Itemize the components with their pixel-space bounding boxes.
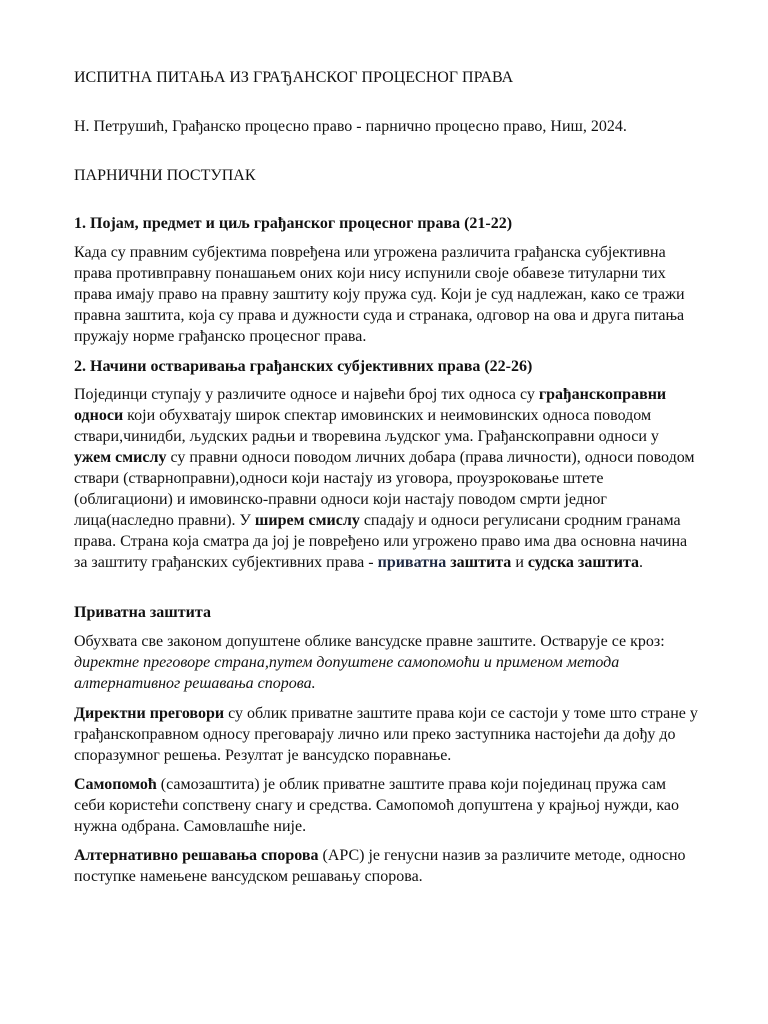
section-heading: ПАРНИЧНИ ПОСТУПАК <box>74 167 256 184</box>
reference-line: Н. Петрушић, Грађанско процесно право - парнично процесно право, Ниш, 2024. <box>74 118 627 135</box>
term-direct-negotiations: Директни преговори <box>74 705 225 722</box>
text-run: су правни односи поводом личних добара (права личности), односи поводом ствари (стварноправни),односи који настају из уговора, проузроковање штете (облигациони) и имовинско-правни односи који настају поводом смрти једног лица(наследно правни). У <box>74 449 695 529</box>
direct-negotiations-paragraph <box>74 703 698 766</box>
document-title: ИСПИТНА ПИТАЊА ИЗ ГРАЂАНСКОГ ПРОЦЕСНОГ ПРАВА <box>74 69 514 86</box>
emphasis-court-protection: судска заштита <box>527 554 639 571</box>
private-protection-heading: Приватна заштита <box>74 604 211 621</box>
text-run: Обухвата све законом допуштене облике вансудске правне заштите. Остварује се кроз: <box>74 633 665 650</box>
question-1-paragraph: Када су правним субјектима повређена или угрожена различита грађанска субјективна права противправну понашањем оних који нису испунили своје обавезе титуларни тих права имају право на правну заштиту коју пружа суд. Који је суд надлежан, како се тражи правна заштита, која су права и дужности суда и странака, одговор на ова и друга питања пружају норме грађанско процесног права. <box>74 244 685 345</box>
emphasis-civil-relations: грађанскоправни односи <box>74 386 667 424</box>
term-self-help: Самопомоћ <box>74 776 157 793</box>
emphasis-protection: заштита <box>446 554 512 571</box>
self-help-paragraph <box>74 774 698 837</box>
italic-methods: директне преговоре страна,путем допуштене самопомоћи и применом метода алтернативног решавања спорова. <box>74 654 620 692</box>
question-2-heading: 2. Начини остваривања грађанских субјективних права (22-26) <box>74 358 533 375</box>
private-protection-paragraph <box>74 631 698 694</box>
question-2-paragraph <box>74 384 698 573</box>
text-run: . <box>639 554 643 571</box>
text-run: (самозаштита) је облик приватне заштите права који појединац пружа сам себи користећи сопствену снагу и средства. Самопомоћ допуштена у крајњој нужди, као нужна одбрана. Самовлашће није. <box>74 776 679 835</box>
term-adr: Алтернативно решавања спорова <box>74 847 319 864</box>
text-run: спадају и односи регулисани сродним гранама права. Страна која сматра да јој је повређено или угрожено право има два основна начина за заштиту грађанских субјективних права - <box>74 512 688 571</box>
adr-paragraph <box>74 845 698 887</box>
emphasis-broad-sense: ширем смислу <box>254 512 360 529</box>
emphasis-narrow-sense: ужем смислу <box>74 449 167 466</box>
text-run: Појединци ступају у различите односе и највећи број тих односа су <box>74 386 539 403</box>
text-run: (АРС) је генусни назив за различите методе, односно поступке намењене вансудском решавању спорова. <box>74 847 686 885</box>
emphasis-private: приватна <box>377 554 447 571</box>
question-1-heading: 1. Појам, предмет и циљ грађанског процесног права (21-22) <box>74 215 513 232</box>
text-run: су облик приватне заштите права који се састоји у томе што стране у грађанскоправном односу преговарају лично или преко заступника настојећи да дођу до споразумног решења. Резултат је вансудско поравнање. <box>74 705 698 764</box>
text-run: и <box>511 554 528 571</box>
text-run: који обухватају широк спектар имовинских и неимовинских односа поводом ствари,чинидби, људских радњи и творевина људског ума. Грађанскоправни односи у <box>74 407 659 445</box>
